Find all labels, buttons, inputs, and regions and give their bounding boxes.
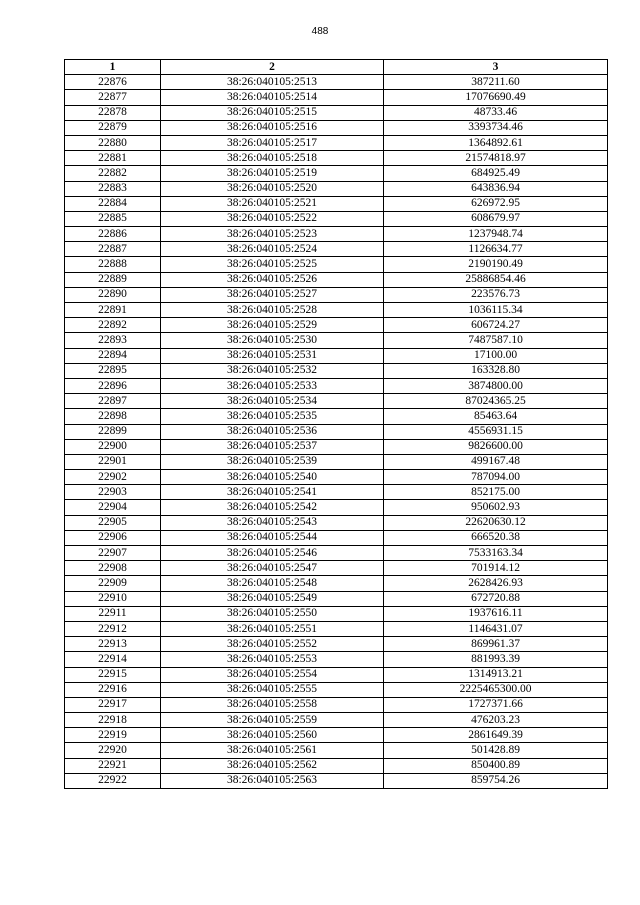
- cell-cadastral-number: 38:26:040105:2563: [161, 773, 384, 788]
- table-row: [65, 576, 608, 591]
- cell-row-number: 22877: [65, 90, 161, 105]
- cell-row-number: 22912: [65, 621, 161, 636]
- cell-value: 87024365.25: [384, 394, 608, 409]
- cell-value: 608679.97: [384, 211, 608, 226]
- cell-cadastral-number: 38:26:040105:2540: [161, 470, 384, 485]
- table-row: [65, 773, 608, 788]
- cell-value: 626972.95: [384, 196, 608, 211]
- table-row: [65, 135, 608, 150]
- cell-value: 2190190.49: [384, 257, 608, 272]
- cell-value: 85463.64: [384, 409, 608, 424]
- table-row: [65, 667, 608, 682]
- cell-value: 606724.27: [384, 318, 608, 333]
- cell-row-number: 22908: [65, 561, 161, 576]
- cell-row-number: 22896: [65, 378, 161, 393]
- cell-cadastral-number: 38:26:040105:2539: [161, 454, 384, 469]
- column-header-cadastral-number: 2: [161, 60, 384, 75]
- cell-row-number: 22882: [65, 166, 161, 181]
- table-row: [65, 637, 608, 652]
- cell-value: 1314913.21: [384, 667, 608, 682]
- cell-cadastral-number: 38:26:040105:2541: [161, 485, 384, 500]
- table-row: [65, 591, 608, 606]
- cell-cadastral-number: 38:26:040105:2562: [161, 758, 384, 773]
- cell-cadastral-number: 38:26:040105:2519: [161, 166, 384, 181]
- cell-value: 2628426.93: [384, 576, 608, 591]
- cell-row-number: 22885: [65, 211, 161, 226]
- table-row: [65, 515, 608, 530]
- cell-cadastral-number: 38:26:040105:2534: [161, 394, 384, 409]
- cell-cadastral-number: 38:26:040105:2560: [161, 728, 384, 743]
- cell-row-number: 22893: [65, 333, 161, 348]
- cell-value: 1727371.66: [384, 697, 608, 712]
- cell-cadastral-number: 38:26:040105:2552: [161, 637, 384, 652]
- cell-row-number: 22916: [65, 682, 161, 697]
- table-row: [65, 333, 608, 348]
- cell-value: 476203.23: [384, 713, 608, 728]
- cell-row-number: 22897: [65, 394, 161, 409]
- cell-row-number: 22887: [65, 242, 161, 257]
- cell-cadastral-number: 38:26:040105:2520: [161, 181, 384, 196]
- cell-cadastral-number: 38:26:040105:2527: [161, 287, 384, 302]
- cell-value: 1364892.61: [384, 135, 608, 150]
- cell-cadastral-number: 38:26:040105:2530: [161, 333, 384, 348]
- table-row: [65, 287, 608, 302]
- cell-cadastral-number: 38:26:040105:2542: [161, 500, 384, 515]
- table-row: [65, 348, 608, 363]
- cell-value: 684925.49: [384, 166, 608, 181]
- cell-row-number: 22914: [65, 652, 161, 667]
- table-row: [65, 454, 608, 469]
- cell-value: 1146431.07: [384, 621, 608, 636]
- cell-value: 881993.39: [384, 652, 608, 667]
- table-row: [65, 713, 608, 728]
- cell-row-number: 22903: [65, 485, 161, 500]
- cell-value: 2861649.39: [384, 728, 608, 743]
- cell-row-number: 22906: [65, 530, 161, 545]
- cell-row-number: 22886: [65, 227, 161, 242]
- cell-value: 672720.88: [384, 591, 608, 606]
- cell-row-number: 22880: [65, 135, 161, 150]
- cell-cadastral-number: 38:26:040105:2523: [161, 227, 384, 242]
- cell-value: 4556931.15: [384, 424, 608, 439]
- cell-cadastral-number: 38:26:040105:2549: [161, 591, 384, 606]
- cell-cadastral-number: 38:26:040105:2531: [161, 348, 384, 363]
- table-row: [65, 728, 608, 743]
- cell-cadastral-number: 38:26:040105:2516: [161, 120, 384, 135]
- cell-cadastral-number: 38:26:040105:2518: [161, 151, 384, 166]
- cell-value: 1036115.34: [384, 303, 608, 318]
- cell-value: 499167.48: [384, 454, 608, 469]
- cell-value: 163328.80: [384, 363, 608, 378]
- table-row: [65, 120, 608, 135]
- cell-row-number: 22891: [65, 303, 161, 318]
- cell-row-number: 22907: [65, 546, 161, 561]
- column-header-value: 3: [384, 60, 608, 75]
- cell-cadastral-number: 38:26:040105:2554: [161, 667, 384, 682]
- cell-row-number: 22879: [65, 120, 161, 135]
- cell-row-number: 22905: [65, 515, 161, 530]
- cell-value: 48733.46: [384, 105, 608, 120]
- cell-cadastral-number: 38:26:040105:2537: [161, 439, 384, 454]
- table-row: [65, 606, 608, 621]
- cell-value: 1937616.11: [384, 606, 608, 621]
- cell-row-number: 22881: [65, 151, 161, 166]
- cell-row-number: 22902: [65, 470, 161, 485]
- cell-cadastral-number: 38:26:040105:2551: [161, 621, 384, 636]
- table-row: [65, 485, 608, 500]
- cell-row-number: 22892: [65, 318, 161, 333]
- cell-cadastral-number: 38:26:040105:2536: [161, 424, 384, 439]
- table-body: [65, 75, 608, 789]
- cell-value: 1126634.77: [384, 242, 608, 257]
- table-row: [65, 166, 608, 181]
- table-row: [65, 743, 608, 758]
- cell-value: 501428.89: [384, 743, 608, 758]
- table-row: [65, 303, 608, 318]
- cell-value: 3393734.46: [384, 120, 608, 135]
- cell-value: 21574818.97: [384, 151, 608, 166]
- cell-value: 22620630.12: [384, 515, 608, 530]
- cell-value: 643836.94: [384, 181, 608, 196]
- cell-value: 25886854.46: [384, 272, 608, 287]
- cell-cadastral-number: 38:26:040105:2524: [161, 242, 384, 257]
- cell-cadastral-number: 38:26:040105:2515: [161, 105, 384, 120]
- cell-cadastral-number: 38:26:040105:2561: [161, 743, 384, 758]
- cell-row-number: 22921: [65, 758, 161, 773]
- cell-value: 9826600.00: [384, 439, 608, 454]
- cell-cadastral-number: 38:26:040105:2533: [161, 378, 384, 393]
- cell-value: 17076690.49: [384, 90, 608, 105]
- page-number: 488: [311, 26, 329, 37]
- cell-row-number: 22913: [65, 637, 161, 652]
- cell-row-number: 22909: [65, 576, 161, 591]
- cell-cadastral-number: 38:26:040105:2555: [161, 682, 384, 697]
- cell-value: 2225465300.00: [384, 682, 608, 697]
- cell-value: 7487587.10: [384, 333, 608, 348]
- cell-row-number: 22890: [65, 287, 161, 302]
- table-row: [65, 530, 608, 545]
- table-row: [65, 181, 608, 196]
- cell-row-number: 22899: [65, 424, 161, 439]
- cell-row-number: 22895: [65, 363, 161, 378]
- table-row: [65, 378, 608, 393]
- cell-cadastral-number: 38:26:040105:2525: [161, 257, 384, 272]
- cell-cadastral-number: 38:26:040105:2558: [161, 697, 384, 712]
- table-row: [65, 90, 608, 105]
- cell-cadastral-number: 38:26:040105:2513: [161, 75, 384, 90]
- table-row: [65, 363, 608, 378]
- cell-value: 387211.60: [384, 75, 608, 90]
- cell-row-number: 22888: [65, 257, 161, 272]
- cell-row-number: 22904: [65, 500, 161, 515]
- cell-row-number: 22876: [65, 75, 161, 90]
- table-row: [65, 652, 608, 667]
- cell-cadastral-number: 38:26:040105:2517: [161, 135, 384, 150]
- cell-cadastral-number: 38:26:040105:2543: [161, 515, 384, 530]
- cell-value: 950602.93: [384, 500, 608, 515]
- cell-row-number: 22910: [65, 591, 161, 606]
- table-row: [65, 424, 608, 439]
- cell-cadastral-number: 38:26:040105:2532: [161, 363, 384, 378]
- cell-value: 666520.38: [384, 530, 608, 545]
- table-row: [65, 394, 608, 409]
- cell-cadastral-number: 38:26:040105:2550: [161, 606, 384, 621]
- table-row: [65, 211, 608, 226]
- cell-row-number: 22884: [65, 196, 161, 211]
- table-row: [65, 318, 608, 333]
- table-row: [65, 227, 608, 242]
- table-row: [65, 257, 608, 272]
- cell-cadastral-number: 38:26:040105:2546: [161, 546, 384, 561]
- table-row: [65, 500, 608, 515]
- cadastral-value-table: [64, 59, 608, 789]
- table-row: [65, 561, 608, 576]
- cell-value: 852175.00: [384, 485, 608, 500]
- cell-row-number: 22911: [65, 606, 161, 621]
- column-header-number: 1: [65, 60, 161, 75]
- cell-value: 3874800.00: [384, 378, 608, 393]
- cell-value: 701914.12: [384, 561, 608, 576]
- cell-row-number: 22922: [65, 773, 161, 788]
- table-header-row: [65, 60, 608, 75]
- cell-value: 850400.89: [384, 758, 608, 773]
- cell-value: 223576.73: [384, 287, 608, 302]
- table-row: [65, 409, 608, 424]
- cell-row-number: 22915: [65, 667, 161, 682]
- table-row: [65, 470, 608, 485]
- cell-value: 7533163.34: [384, 546, 608, 561]
- cell-row-number: 22918: [65, 713, 161, 728]
- cell-row-number: 22898: [65, 409, 161, 424]
- cell-cadastral-number: 38:26:040105:2553: [161, 652, 384, 667]
- cell-cadastral-number: 38:26:040105:2529: [161, 318, 384, 333]
- cell-cadastral-number: 38:26:040105:2559: [161, 713, 384, 728]
- table-row: [65, 272, 608, 287]
- table-row: [65, 439, 608, 454]
- table-row: [65, 546, 608, 561]
- cell-row-number: 22901: [65, 454, 161, 469]
- table-row: [65, 151, 608, 166]
- cell-cadastral-number: 38:26:040105:2535: [161, 409, 384, 424]
- cell-value: 1237948.74: [384, 227, 608, 242]
- table-row: [65, 697, 608, 712]
- cell-row-number: 22900: [65, 439, 161, 454]
- table-row: [65, 242, 608, 257]
- table-row: [65, 105, 608, 120]
- cell-value: 17100.00: [384, 348, 608, 363]
- table-row: [65, 758, 608, 773]
- cell-row-number: 22919: [65, 728, 161, 743]
- cell-row-number: 22894: [65, 348, 161, 363]
- cell-cadastral-number: 38:26:040105:2514: [161, 90, 384, 105]
- cell-value: 787094.00: [384, 470, 608, 485]
- cell-row-number: 22878: [65, 105, 161, 120]
- cell-cadastral-number: 38:26:040105:2548: [161, 576, 384, 591]
- table-row: [65, 75, 608, 90]
- cell-row-number: 22917: [65, 697, 161, 712]
- cell-cadastral-number: 38:26:040105:2521: [161, 196, 384, 211]
- cell-cadastral-number: 38:26:040105:2547: [161, 561, 384, 576]
- table-row: [65, 682, 608, 697]
- table-row: [65, 621, 608, 636]
- table-row: [65, 196, 608, 211]
- cell-cadastral-number: 38:26:040105:2526: [161, 272, 384, 287]
- cell-row-number: 22889: [65, 272, 161, 287]
- cell-row-number: 22883: [65, 181, 161, 196]
- cell-value: 859754.26: [384, 773, 608, 788]
- cell-row-number: 22920: [65, 743, 161, 758]
- cell-cadastral-number: 38:26:040105:2528: [161, 303, 384, 318]
- cell-cadastral-number: 38:26:040105:2544: [161, 530, 384, 545]
- cell-cadastral-number: 38:26:040105:2522: [161, 211, 384, 226]
- cell-value: 869961.37: [384, 637, 608, 652]
